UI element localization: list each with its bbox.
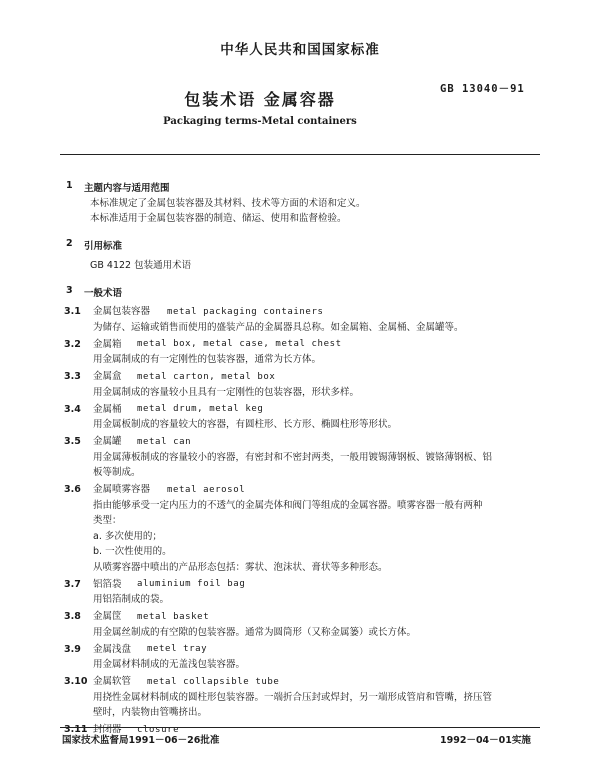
term-english: metal basket	[137, 611, 210, 622]
term-definition-line: 用金属板制成的容量较大的容器，有圆柱形、长方形、椭圆柱形等形状。	[93, 419, 398, 430]
term-definition-line: 为储存、运输或销售而使用的盛装产品的金属器具总称。如金属箱、金属桶、金属罐等。	[93, 321, 464, 333]
term-english: metal carton, metal box	[137, 371, 276, 382]
section-2-heading: 引用标准	[84, 241, 123, 252]
term-definition-line: 用金属制成的有一定刚性的包装容器，通常为长方体。	[93, 354, 322, 365]
term-chinese: 封闭器	[93, 724, 122, 735]
term-english: metal can	[137, 436, 192, 447]
term-definition-line: 从喷雾容器中喷出的产品形态包括：雾状、泡沫状、膏状等多种形态。	[93, 561, 388, 573]
section-2-number: 2	[66, 238, 73, 249]
term-definition-line: 用铝箔制成的袋。	[93, 594, 170, 605]
header-rule	[60, 154, 540, 155]
term-english: metal drum, metal keg	[137, 404, 264, 414]
term-chinese: 金属浅盘	[93, 643, 132, 655]
standard-number: GB 13040－91	[440, 83, 525, 95]
term-number: 3.9	[64, 643, 81, 655]
footer-rule	[60, 727, 540, 728]
term-number: 3.7	[64, 578, 81, 590]
term-definition-line: b. 一次性使用的。	[93, 546, 172, 557]
term-number: 3.6	[64, 484, 81, 495]
document-title: 包装术语 金属容器	[184, 90, 336, 109]
term-english: metal aerosol	[167, 484, 246, 495]
term-definition-line: a. 多次使用的；	[93, 530, 162, 542]
term-english: metel tray	[147, 644, 208, 654]
term-number: 3.4	[64, 403, 81, 415]
term-chinese: 金属包装容器	[93, 306, 151, 317]
section-1-heading: 主题内容与适用范围	[84, 183, 170, 194]
term-number: 3.5	[64, 436, 81, 447]
section-2-reference: GB 4122 包装通用术语	[90, 260, 192, 271]
term-definition-line: 用金属制成的容量较小且具有一定刚性的包装容器，形状多样。	[93, 386, 360, 398]
issuing-organization: 中华人民共和国国家标准	[220, 42, 380, 58]
term-number: 3.11	[64, 724, 88, 735]
english-title: Packaging terms-Metal containers	[163, 116, 357, 127]
term-chinese: 金属罐	[93, 436, 122, 447]
term-number: 3.1	[64, 306, 81, 317]
term-definition-line: 用金属丝制成的有空隙的包装容器。通常为圆筒形（又称金属篓）或长方体。	[93, 626, 417, 638]
term-english: metal collapsible tube	[147, 676, 280, 687]
term-chinese: 金属筐	[93, 611, 122, 622]
term-definition-line: 壁时，内装物由管嘴挤出。	[93, 707, 208, 718]
term-definition-line: 用金属材料制成的无盖浅包装容器。	[93, 659, 246, 670]
approval-line: 国家技术监督局1991－06－26批准	[62, 735, 220, 746]
section-3-heading: 一般术语	[84, 288, 123, 299]
section-1-number: 1	[66, 180, 73, 191]
term-chinese: 金属喷雾容器	[93, 484, 151, 495]
section-1-para-1: 本标准规定了金属包装容器及其材料、技术等方面的术语和定义。	[90, 198, 366, 209]
term-english: aluminium foil bag	[137, 579, 246, 589]
term-english: metal box, metal case, metal chest	[137, 339, 342, 349]
term-definition-line: 板等制成。	[93, 467, 141, 478]
term-number: 3.3	[64, 371, 81, 382]
term-chinese: 金属桶	[93, 403, 122, 415]
term-definition-line: 类型：	[93, 515, 122, 526]
term-chinese: 金属箱	[93, 338, 122, 350]
term-chinese: 金属软管	[93, 676, 132, 687]
term-definition-line: 用金属薄板制成的容量较小的容器，有密封和不密封两类，一般用镀锡薄钢板、镀铬薄钢板、铝	[93, 451, 493, 463]
term-number: 3.2	[64, 338, 81, 350]
term-english: closure	[137, 724, 180, 735]
term-definition-line: 指由能够承受一定内压力的不透气的金属壳体和阀门等组成的金属容器。喷雾容器一般有两种	[93, 499, 483, 511]
term-chinese: 铝箔袋	[93, 578, 122, 590]
section-3-number: 3	[66, 285, 73, 296]
term-definition-line: 用挠性金属材料制成的圆柱形包装容器。一端折合压封或焊封，另一端形成管肩和管嘴，挤压管	[93, 691, 493, 703]
term-chinese: 金属盒	[93, 371, 122, 382]
term-english: metal packaging containers	[167, 306, 324, 317]
effective-date: 1992－04－01实施	[440, 735, 531, 746]
term-number: 3.10	[64, 676, 88, 687]
term-number: 3.8	[64, 611, 81, 622]
section-1-para-2: 本标准适用于金属包装容器的制造、储运、使用和监督检验。	[90, 213, 347, 224]
